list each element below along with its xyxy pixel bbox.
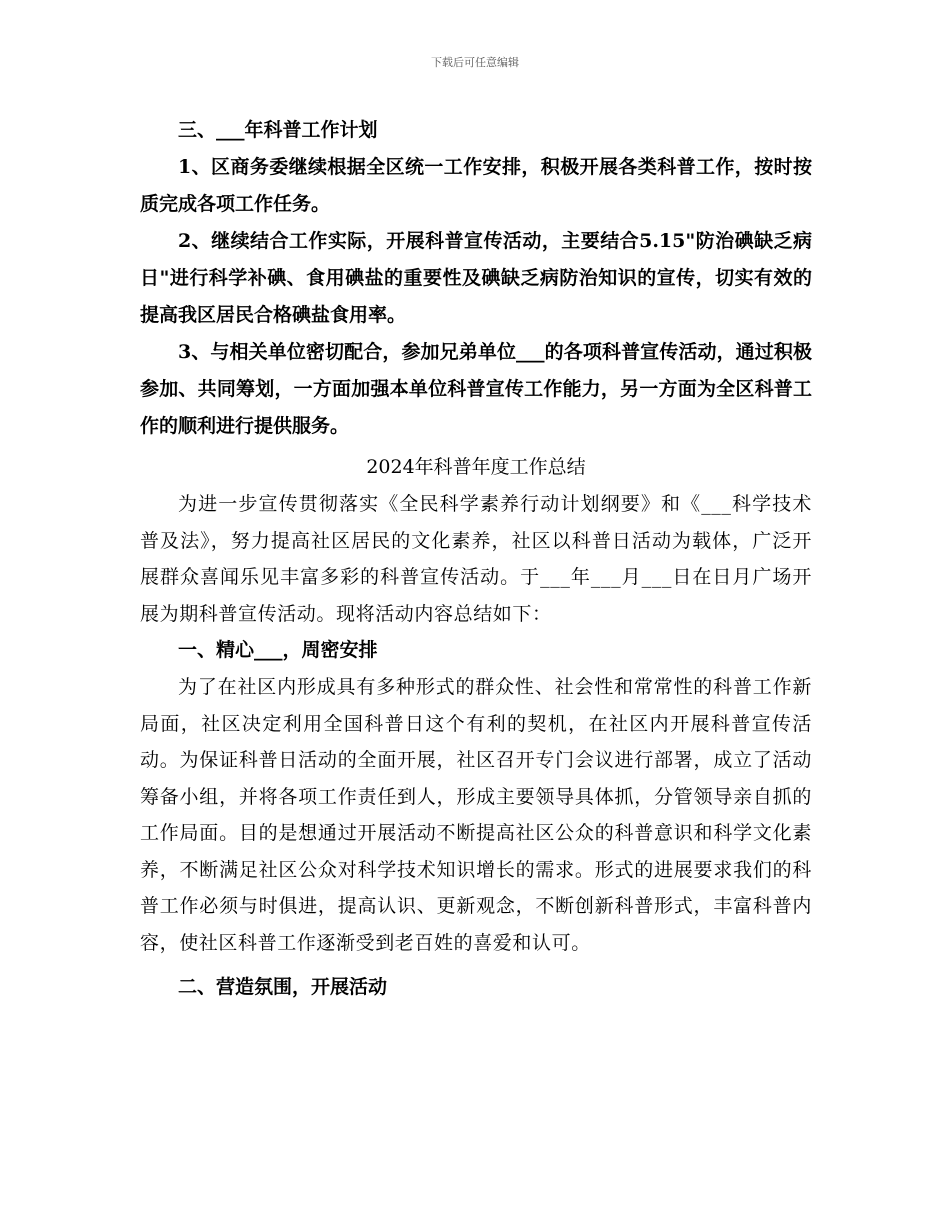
plan-item-2: 2、继续结合工作实际，开展科普宣传活动，主要结合5.15"防治碘缺乏病日"进行科学补碘、食用碘盐的重要性及碘缺乏病防治知识的宣传，切实有效的提高我区居民合格碘盐食用率。 — [140, 230, 812, 326]
section-1-heading: 一、精心___，周密安排 — [178, 639, 378, 661]
document-body — [140, 112, 812, 1006]
section-1-body: 为了在社区内形成具有多种形式的群众性、社会性和常常性的科普工作新局面，社区决定利用全国科普日这个有利的契机，在社区内开展科普宣传活动。为保证科普日活动的全面开展，社区召开专门会议进行部署，成立了活动筹备小组，并将各项工作责任到人，形成主要领导具体抓，分管领导亲自抓的工作局面。目的是想通过开展活动不断提高社区公众的科普意识和科学文化素养，不断满足社区公众对科学技术知识增长的需求。形式的进展要求我们的科普工作必须与时俱进，提高认识、更新观念，不断创新科普形式，丰富科普内容，使社区科普工作逐渐受到老百姓的喜爱和认可。 — [140, 676, 812, 954]
summary-intro: 为进一步宣传贯彻落实《全民科学素养行动计划纲要》和《___科学技术普及法》，努力提高社区居民的文化素养，社区以科普日活动为载体，广泛开展群众喜闻乐见丰富多彩的科普宣传活动。于___年___月___日在日月广场开展为期科普宣传活动。现将活动内容总结如下： — [140, 493, 812, 625]
plan-item-3: 3、与相关单位密切配合，参加兄弟单位___的各项科普宣传活动，通过积极参加、共同筹划，一方面加强本单位科普宣传工作能力，另一方面为全区科普工作的顺利进行提供服务。 — [140, 341, 812, 437]
plan-item-1: 1、区商务委继续根据全区统一工作安排，积极开展各类科普工作，按时按质完成各项工作任务。 — [140, 156, 812, 215]
section-2-heading: 二、营造氛围，开展活动 — [178, 976, 388, 998]
page-header: 下载后可任意编辑 — [431, 56, 519, 69]
plan-heading: 三、___年科普工作计划 — [178, 119, 378, 141]
summary-title: 2024年科普年度工作总结 — [366, 456, 586, 478]
